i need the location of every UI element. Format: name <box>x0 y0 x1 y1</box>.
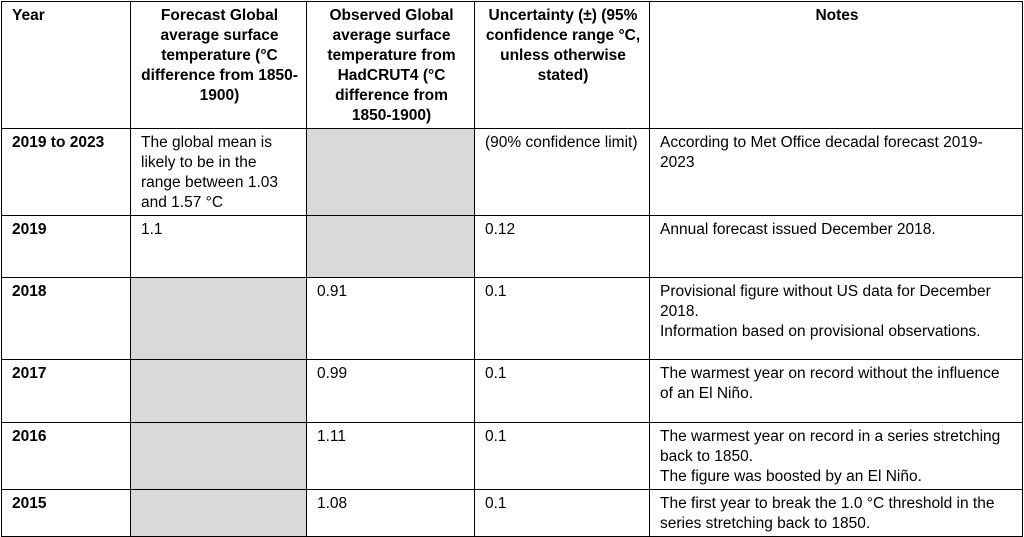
notes-text: The warmest year on record without the influence of an El Niño. <box>660 365 1000 402</box>
notes-cell <box>650 423 1023 490</box>
header-row <box>2 2 1023 129</box>
observed-cell: 0.91 <box>307 278 475 360</box>
observed-cell <box>307 216 475 278</box>
table-row <box>2 423 1023 490</box>
notes-cell <box>650 278 1023 360</box>
table-row <box>2 129 1023 216</box>
table-row <box>2 490 1023 537</box>
header-year: Year <box>2 2 131 129</box>
forecast-cell: 1.1 <box>131 216 307 278</box>
uncertainty-cell: 0.12 <box>475 216 650 278</box>
header-observed: Observed Global average surface temperature from HadCRUT4 (°C difference from 1850-1900) <box>307 2 475 129</box>
year-cell: 2019 <box>2 216 131 278</box>
notes-text: Provisional figure without US data for December 2018. Information based on provisional observations. <box>660 283 991 340</box>
notes-text: The first year to break the 1.0 °C threshold in the series stretching back to 1850. <box>660 495 995 532</box>
temperature-table <box>1 1 1023 537</box>
notes-text: Annual forecast issued December 2018. <box>660 221 936 238</box>
notes-text: According to Met Office decadal forecast 2019-2023 <box>660 134 983 171</box>
header-notes: Notes <box>650 2 1023 129</box>
uncertainty-cell: 0.1 <box>475 278 650 360</box>
uncertainty-cell: 0.1 <box>475 360 650 423</box>
uncertainty-cell: (90% confidence limit) <box>475 129 650 216</box>
observed-cell: 1.08 <box>307 490 475 537</box>
header-uncertainty: Uncertainty (±) (95% confidence range °C, unless otherwise stated) <box>475 2 650 129</box>
notes-cell <box>650 490 1023 537</box>
table-row <box>2 278 1023 360</box>
notes-cell <box>650 360 1023 423</box>
notes-cell <box>650 216 1023 278</box>
uncertainty-cell: 0.1 <box>475 490 650 537</box>
forecast-cell: The global mean is likely to be in the range between 1.03 and 1.57 °C <box>131 129 307 216</box>
observed-cell: 0.99 <box>307 360 475 423</box>
observed-cell <box>307 129 475 216</box>
forecast-cell <box>131 360 307 423</box>
year-cell: 2015 <box>2 490 131 537</box>
year-cell: 2018 <box>2 278 131 360</box>
year-cell: 2016 <box>2 423 131 490</box>
table-row <box>2 360 1023 423</box>
forecast-cell <box>131 423 307 490</box>
forecast-cell <box>131 278 307 360</box>
notes-text: The warmest year on record in a series stretching back to 1850. The figure was boosted by an El Niño. <box>660 428 1001 485</box>
observed-cell: 1.11 <box>307 423 475 490</box>
notes-cell <box>650 129 1023 216</box>
uncertainty-cell: 0.1 <box>475 423 650 490</box>
year-cell: 2017 <box>2 360 131 423</box>
header-forecast: Forecast Global average surface temperature (°C difference from 1850-1900) <box>131 2 307 129</box>
table-row <box>2 216 1023 278</box>
year-cell: 2019 to 2023 <box>2 129 131 216</box>
forecast-cell <box>131 490 307 537</box>
